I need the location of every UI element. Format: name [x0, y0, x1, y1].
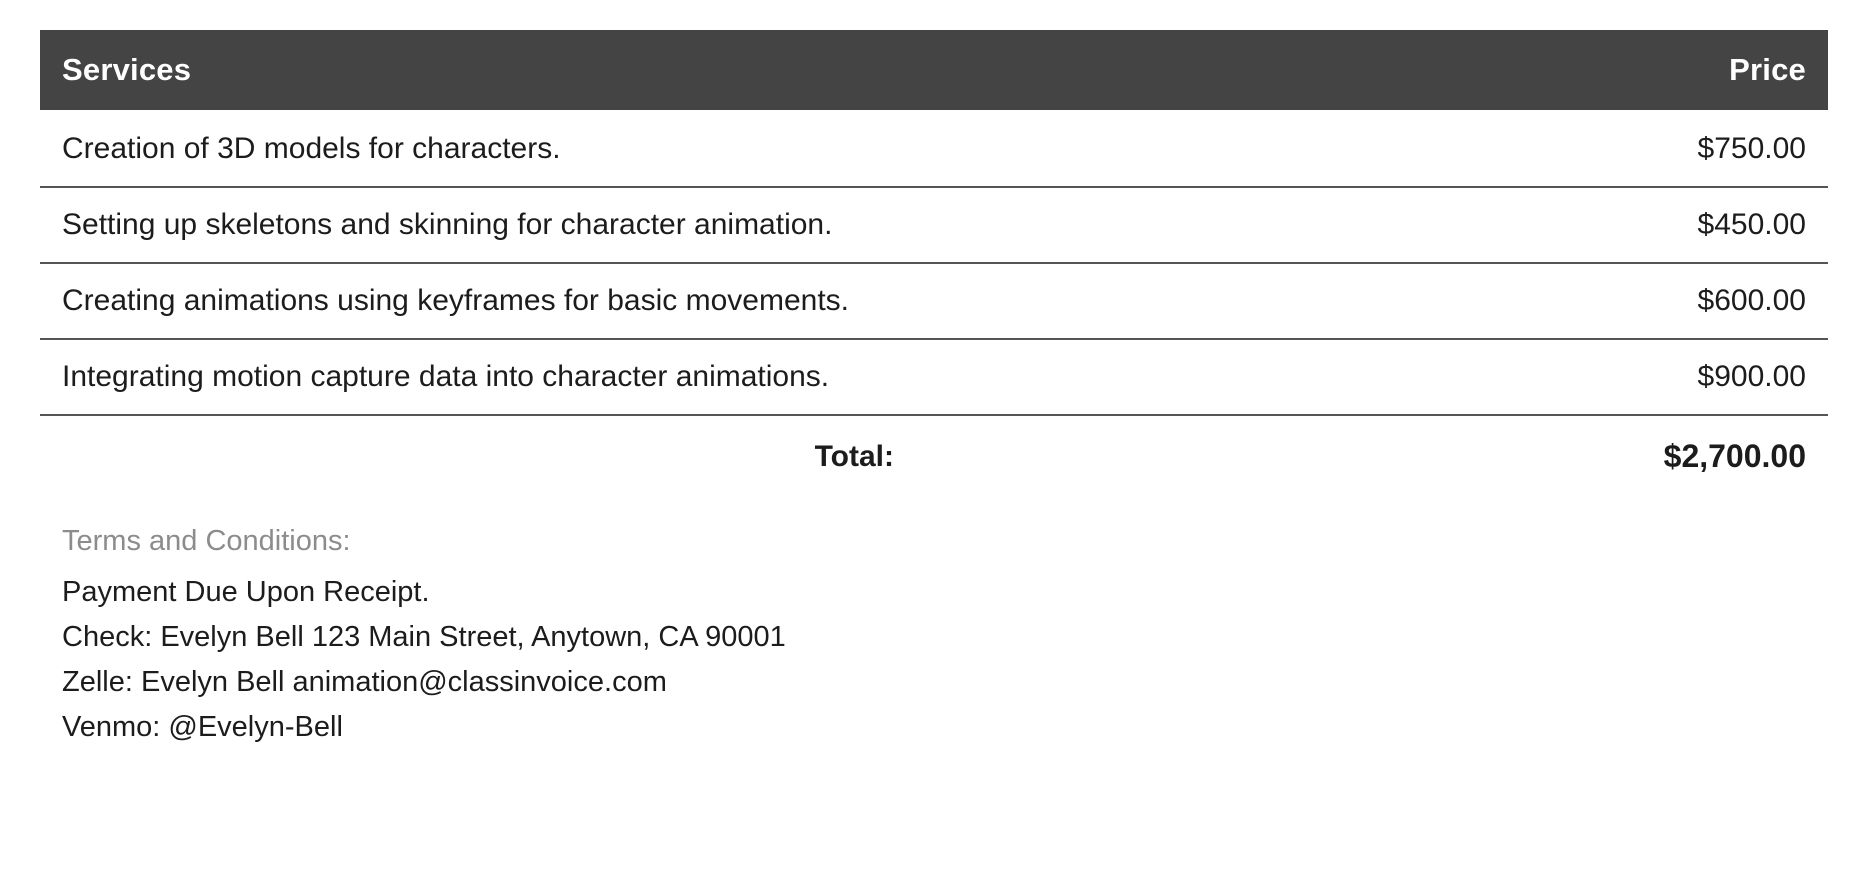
- table-body: [40, 110, 1828, 415]
- terms-line-venmo: Venmo: @Evelyn-Bell: [62, 710, 343, 743]
- table-row: [40, 263, 1828, 339]
- terms-line-payment: Payment Due Upon Receipt.: [62, 576, 430, 608]
- service-price: $750.00: [934, 110, 1828, 187]
- services-table: [40, 30, 1828, 485]
- table-row: [40, 187, 1828, 263]
- service-description: Integrating motion capture data into character animations.: [40, 339, 934, 415]
- service-price: $600.00: [934, 263, 1828, 339]
- service-price: $450.00: [934, 187, 1828, 263]
- table-footer: [40, 415, 1828, 485]
- table-row: [40, 110, 1828, 187]
- table-header-row: [40, 30, 1828, 110]
- column-header-price: Price: [934, 30, 1828, 110]
- service-description: Creating animations using keyframes for basic movements.: [40, 263, 934, 339]
- total-row: [40, 415, 1828, 485]
- terms-and-conditions: [40, 525, 1828, 750]
- terms-line-check: Check: Evelyn Bell 123 Main Street, Anytown, CA 90001: [62, 620, 786, 653]
- service-description: Setting up skeletons and skinning for character animation.: [40, 187, 934, 263]
- table-header: [40, 30, 1828, 110]
- terms-line-zelle: Zelle: Evelyn Bell animation@classinvoice.com: [62, 665, 667, 698]
- total-value: $2,700.00: [1663, 438, 1806, 474]
- column-header-services: Services: [40, 30, 934, 110]
- service-price: $900.00: [934, 339, 1828, 415]
- terms-title: Terms and Conditions:: [62, 525, 351, 557]
- total-label: Total:: [814, 439, 894, 473]
- table-row: [40, 339, 1828, 415]
- service-description: Creation of 3D models for characters.: [40, 110, 934, 187]
